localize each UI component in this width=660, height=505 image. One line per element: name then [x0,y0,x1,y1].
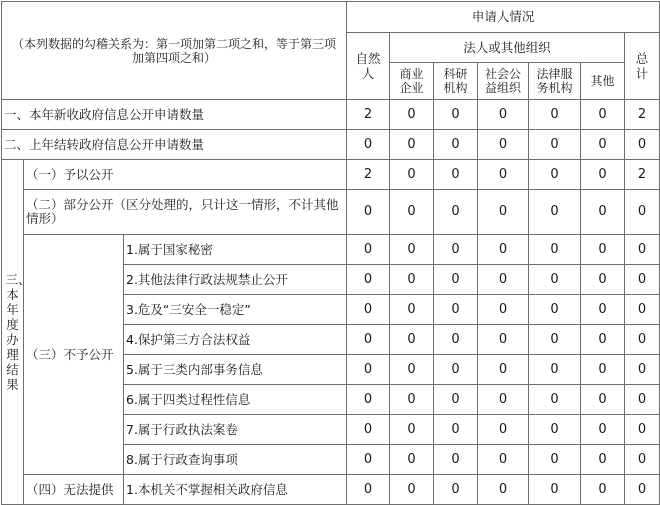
applicant-header: 申请人情况 [347,2,660,33]
table-row [2,130,660,160]
cell-value: 0 [434,475,478,505]
cell-value: 0 [478,385,529,415]
reconciliation-note: （本列数据的勾稽关系为：第一项加第二项之和，等于第三项加第四项之和） [2,2,347,100]
cell-value: 0 [347,355,390,385]
cell-value: 0 [581,190,625,235]
cell-value: 0 [434,295,478,325]
cell-value: 0 [434,265,478,295]
type-header-business: 商业企业 [390,63,434,100]
cell-value: 0 [581,475,625,505]
cell-value: 0 [478,265,529,295]
cell-value: 0 [478,445,529,475]
cell-value: 2 [347,160,390,190]
cell-value: 0 [434,130,478,160]
cell-value: 0 [347,475,390,505]
total-header: 总计 [625,33,660,100]
cell-value: 2 [625,100,660,130]
cell-value: 0 [347,130,390,160]
row-label: 二、上年结转政府信息公开申请数量 [2,130,347,160]
cell-value: 0 [478,325,529,355]
cell-value: 0 [625,235,660,265]
cell-value: 0 [478,160,529,190]
cell-value: 0 [390,295,434,325]
cell-value: 0 [581,130,625,160]
cell-value: 0 [529,190,581,235]
cell-value: 0 [529,265,581,295]
cell-value: 0 [529,445,581,475]
type-header-nonprofit: 社会公益组织 [478,63,529,100]
cell-value: 0 [529,160,581,190]
cell-value: 0 [390,235,434,265]
group-3d-label: （四）无法提供 [24,475,124,505]
cell-value: 0 [625,475,660,505]
cell-value: 0 [478,415,529,445]
cell-value: 0 [529,130,581,160]
cell-value: 0 [529,415,581,445]
cell-value: 0 [625,415,660,445]
cell-value: 0 [434,325,478,355]
cell-value: 0 [625,445,660,475]
table-row [2,190,660,235]
cell-value: 0 [434,235,478,265]
cell-value: 0 [390,385,434,415]
cell-value: 0 [529,355,581,385]
row-label: 8.属于行政查询事项 [124,445,347,475]
cell-value: 0 [434,385,478,415]
table-row [2,160,660,190]
cell-value: 0 [434,100,478,130]
type-header-legal-service: 法律服务机构 [529,63,581,100]
cell-value: 0 [478,130,529,160]
cell-value: 0 [390,190,434,235]
cell-value: 0 [478,190,529,235]
cell-value: 0 [347,235,390,265]
cell-value: 2 [347,100,390,130]
cell-value: 0 [390,265,434,295]
cell-value: 0 [347,295,390,325]
cell-value: 0 [390,130,434,160]
cell-value: 0 [390,160,434,190]
cell-value: 0 [478,475,529,505]
cell-value: 0 [434,160,478,190]
cell-value: 0 [581,265,625,295]
cell-value: 0 [390,445,434,475]
cell-value: 0 [581,385,625,415]
row-label: 5.属于三类内部事务信息 [124,355,347,385]
cell-value: 0 [347,325,390,355]
group-3c-label: （三）不予公开 [24,235,124,475]
row-label: 2.其他法律行政法规禁止公开 [124,265,347,295]
cell-value: 0 [390,325,434,355]
cell-value: 0 [625,130,660,160]
table-row [2,475,660,505]
cell-value: 0 [434,190,478,235]
cell-value: 2 [625,160,660,190]
cell-value: 0 [347,415,390,445]
section-3-label: 三、本年度办理结果 [2,160,24,505]
cell-value: 0 [347,265,390,295]
gov-info-disclosure-table [1,1,660,505]
cell-value: 0 [478,235,529,265]
cell-value: 0 [390,475,434,505]
cell-value: 0 [625,355,660,385]
cell-value: 0 [434,355,478,385]
row-label: （二）部分公开（区分处理的，只计这一情形，不计其他情形） [24,190,347,235]
cell-value: 0 [581,415,625,445]
cell-value: 0 [434,415,478,445]
row-label: 3.危及“三安全一稳定” [124,295,347,325]
cell-value: 0 [625,325,660,355]
cell-value: 0 [529,235,581,265]
cell-value: 0 [390,415,434,445]
natural-person-header: 自然人 [347,33,390,100]
cell-value: 0 [478,355,529,385]
cell-value: 0 [581,235,625,265]
row-label: 1.本机关不掌握相关政府信息 [124,475,347,505]
row-label: （一）予以公开 [24,160,347,190]
cell-value: 0 [478,100,529,130]
cell-value: 0 [478,295,529,325]
cell-value: 0 [581,100,625,130]
cell-value: 0 [625,265,660,295]
cell-value: 0 [581,325,625,355]
cell-value: 0 [581,445,625,475]
cell-value: 0 [529,100,581,130]
cell-value: 0 [347,445,390,475]
row-label: 一、本年新收政府信息公开申请数量 [2,100,347,130]
cell-value: 0 [581,295,625,325]
cell-value: 0 [347,385,390,415]
table-row [2,100,660,130]
type-header-other: 其他 [581,63,625,100]
cell-value: 0 [529,385,581,415]
row-label: 4.保护第三方合法权益 [124,325,347,355]
cell-value: 0 [625,190,660,235]
row-label: 7.属于行政执法案卷 [124,415,347,445]
cell-value: 0 [434,445,478,475]
cell-value: 0 [625,295,660,325]
cell-value: 0 [390,100,434,130]
type-header-research: 科研机构 [434,63,478,100]
cell-value: 0 [529,325,581,355]
cell-value: 0 [581,355,625,385]
cell-value: 0 [529,475,581,505]
cell-value: 0 [625,385,660,415]
row-label: 6.属于四类过程性信息 [124,385,347,415]
row-label: 1.属于国家秘密 [124,235,347,265]
legal-persons-header: 法人或其他组织 [390,33,625,63]
cell-value: 0 [581,160,625,190]
cell-value: 0 [347,190,390,235]
table-row [2,235,660,265]
cell-value: 0 [529,295,581,325]
cell-value: 0 [390,355,434,385]
